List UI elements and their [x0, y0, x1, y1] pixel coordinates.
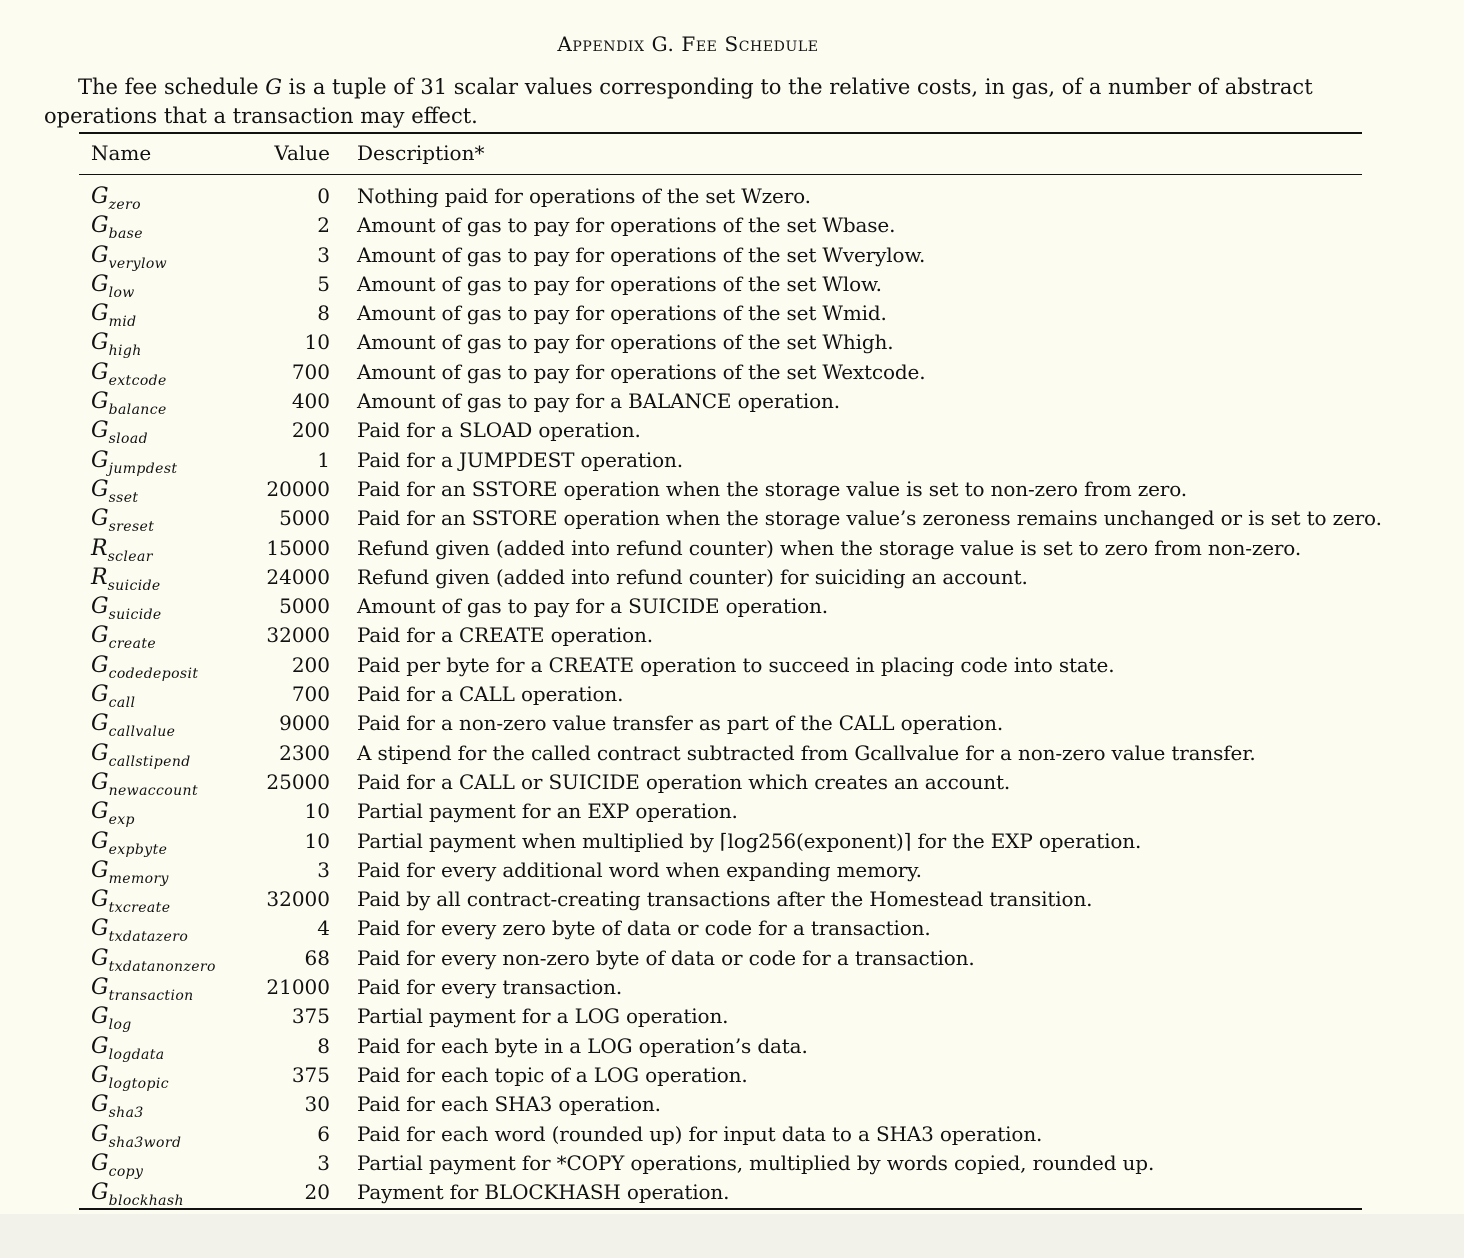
fee-value: 32000	[266, 887, 330, 912]
fee-symbol: G	[91, 476, 109, 502]
fee-description: Refund given (added into refund counter) when the storage value is set to zero from non-zero.	[357, 535, 1302, 560]
fee-symbol: G	[91, 769, 109, 795]
fee-name	[91, 856, 169, 888]
table-row	[79, 739, 1362, 768]
fee-value: 2300	[279, 740, 330, 765]
fee-description: Paid for every non-zero byte of data or code for a transaction.	[357, 945, 975, 970]
fee-subscript: expbyte	[108, 841, 168, 858]
fee-name	[91, 1120, 181, 1152]
fee-subscript: suicide	[108, 607, 162, 624]
fee-subscript: zero	[108, 197, 141, 213]
fee-name	[91, 299, 137, 331]
fee-subscript: high	[108, 343, 142, 360]
fee-description: Partial payment for a LOG operation.	[357, 1004, 729, 1029]
fee-value: 375	[291, 1004, 330, 1029]
fee-symbol: G	[91, 213, 109, 239]
fee-description: Paid for an SSTORE operation when the storage value is set to non-zero from zero.	[357, 476, 1187, 501]
fee-description: Paid for a non-zero value transfer as part of the CALL operation.	[357, 711, 1004, 736]
fee-subscript: jumpdest	[108, 460, 178, 477]
fee-description: Paid for an SSTORE operation when the storage value’s zeroness remains unchanged or is set to zero.	[357, 506, 1382, 531]
fee-description: Amount of gas to pay for operations of the set Wextcode.	[357, 359, 926, 384]
fee-description: Paid for a CALL operation.	[357, 682, 624, 707]
fee-description: Paid per byte for a CREATE operation to succeed in placing code into state.	[357, 652, 1115, 677]
table-row	[79, 914, 1362, 946]
fee-subscript: sload	[108, 431, 148, 448]
fee-description: Amount of gas to pay for operations of the set Wlow.	[357, 271, 882, 296]
fee-description: Paid for every additional word when expanding memory.	[357, 857, 922, 882]
page-footer-band	[0, 1214, 1464, 1258]
fee-subscript: memory	[108, 870, 169, 887]
fee-description: Partial payment for *COPY operations, multiplied by words copied, rounded up.	[357, 1150, 1155, 1175]
fee-name	[91, 211, 143, 243]
fee-schedule-symbol: G	[265, 75, 282, 99]
fee-description: Refund given (added into refund counter) for suiciding an account.	[357, 564, 1028, 589]
fee-symbol: G	[91, 652, 109, 678]
table-row	[79, 592, 1362, 624]
fee-subscript: verylow	[108, 255, 168, 272]
fee-symbol: G	[91, 1121, 109, 1147]
table-row	[79, 211, 1362, 243]
intro-line-2: operations that a transaction may effect.	[44, 104, 478, 128]
fee-subscript: sha3	[108, 1105, 144, 1122]
fee-symbol: G	[91, 1062, 109, 1088]
fee-name	[91, 592, 162, 624]
table-row	[79, 885, 1362, 917]
fee-name	[91, 944, 216, 976]
table-row	[79, 1002, 1362, 1034]
fee-name	[91, 797, 135, 829]
fee-value: 1	[317, 447, 330, 472]
fee-value: 4	[317, 916, 330, 941]
fee-subscript: txdatazero	[108, 929, 189, 946]
table-row	[79, 387, 1362, 419]
fee-description: Partial payment for an EXP operation.	[357, 799, 738, 824]
fee-description: Amount of gas to pay for operations of the set Wmid.	[357, 301, 887, 326]
intro-line-1	[44, 73, 1344, 102]
table-row	[79, 328, 1362, 360]
fee-value: 25000	[266, 769, 330, 794]
table-row	[79, 563, 1362, 592]
fee-value: 8	[317, 1033, 330, 1058]
table-row	[79, 1120, 1362, 1149]
fee-description: Paid for every transaction.	[357, 975, 623, 1000]
table-row	[79, 182, 1362, 211]
fee-name	[91, 1178, 184, 1210]
fee-subscript: base	[108, 226, 143, 243]
fee-symbol: R	[91, 535, 108, 561]
fee-subscript: txcreate	[108, 900, 171, 917]
fee-name	[91, 739, 191, 771]
table-row	[79, 797, 1362, 829]
fee-value: 5000	[279, 506, 330, 531]
fee-value: 2	[317, 213, 330, 238]
fee-subscript: sclear	[107, 548, 153, 565]
fee-description: Paid for each SHA3 operation.	[357, 1092, 661, 1117]
fee-subscript: mid	[108, 314, 137, 331]
table-row	[79, 241, 1362, 270]
fee-symbol: G	[91, 740, 109, 766]
fee-value: 400	[291, 389, 330, 414]
fee-value: 8	[317, 301, 330, 326]
fee-description: Paid for a SLOAD operation.	[357, 418, 641, 443]
fee-subscript: logtopic	[108, 1075, 169, 1092]
fee-name	[91, 504, 154, 536]
fee-description: Nothing paid for operations of the set Wzero.	[357, 184, 811, 208]
fee-description: Paid for each topic of a LOG operation.	[357, 1062, 748, 1087]
fee-symbol: G	[91, 301, 109, 327]
fee-value: 3	[317, 1150, 330, 1175]
fee-symbol: G	[91, 916, 109, 942]
fee-name	[91, 1149, 143, 1181]
table-top-rule	[79, 132, 1362, 134]
fee-description: Paid for each word (rounded up) for input data to a SHA3 operation.	[357, 1121, 1043, 1146]
fee-subscript: transaction	[108, 988, 194, 1005]
fee-symbol: G	[91, 330, 109, 356]
fee-value: 30	[304, 1092, 330, 1117]
column-header-name: Name	[91, 141, 152, 165]
column-header-value: Value	[274, 141, 330, 165]
fee-description: Amount of gas to pay for operations of the set Wbase.	[357, 213, 896, 238]
table-row	[79, 680, 1362, 712]
table-row	[79, 1032, 1362, 1061]
fee-value: 200	[291, 652, 330, 677]
fee-name	[91, 1032, 165, 1064]
fee-symbol: G	[91, 945, 109, 971]
fee-value: 15000	[266, 535, 330, 560]
fee-symbol: G	[91, 447, 109, 473]
fee-value: 21000	[266, 975, 330, 1000]
fee-symbol: G	[91, 271, 109, 297]
column-header-description: Description*	[357, 141, 485, 165]
fee-description: Amount of gas to pay for operations of the set Wverylow.	[357, 242, 926, 267]
intro-text-before: The fee schedule	[78, 75, 266, 99]
fee-description: Amount of gas to pay for a BALANCE operation.	[357, 389, 840, 414]
fee-value: 24000	[266, 564, 330, 589]
fee-subscript: sset	[108, 489, 139, 506]
fee-name	[91, 1061, 169, 1093]
fee-name	[91, 416, 148, 448]
fee-description: Amount of gas to pay for a SUICIDE operation.	[357, 594, 828, 619]
table-row	[79, 446, 1362, 475]
fee-symbol: G	[91, 857, 109, 883]
fee-description: Paid by all contract-creating transactions after the Homestead transition.	[357, 887, 1093, 912]
fee-name	[91, 621, 156, 653]
fee-value: 9000	[279, 711, 330, 736]
table-header-rule	[79, 174, 1362, 175]
fee-value: 10	[304, 330, 330, 355]
fee-symbol: G	[91, 1092, 109, 1118]
table-body	[79, 182, 1382, 1210]
fee-value: 375	[291, 1062, 330, 1087]
fee-symbol: G	[91, 682, 109, 708]
fee-description: Paid for a CREATE operation.	[357, 623, 653, 648]
fee-subscript: sreset	[108, 519, 155, 536]
fee-description: Paid for every zero byte of data or code for a transaction.	[357, 916, 931, 941]
table-row	[79, 768, 1362, 797]
fee-name	[91, 827, 167, 859]
fee-subscript: create	[108, 636, 157, 653]
fee-value: 700	[291, 682, 330, 707]
table-row	[79, 973, 1362, 1005]
table-row	[79, 270, 1362, 299]
fee-subscript: codedeposit	[108, 665, 199, 682]
table-row	[79, 475, 1362, 504]
fee-symbol: G	[91, 184, 109, 209]
fee-value: 5	[317, 271, 330, 296]
fee-subscript: txdatanonzero	[108, 958, 216, 975]
fee-name	[91, 270, 135, 302]
fee-subscript: callvalue	[108, 724, 176, 741]
fee-symbol: G	[91, 594, 109, 620]
fee-symbol: G	[91, 1033, 109, 1059]
fee-subscript: extcode	[108, 372, 167, 389]
fee-value: 5000	[279, 594, 330, 619]
fee-subscript: logdata	[108, 1046, 165, 1063]
fee-value: 10	[304, 799, 330, 824]
fee-name	[91, 914, 188, 946]
fee-symbol: G	[91, 799, 109, 825]
fee-name	[91, 328, 142, 360]
fee-subscript: call	[108, 695, 136, 712]
fee-name	[91, 446, 177, 478]
fee-symbol: G	[91, 828, 109, 854]
fee-value: 0	[317, 184, 330, 208]
fee-symbol: G	[91, 1180, 109, 1206]
fee-symbol: G	[91, 1150, 109, 1176]
fee-symbol: G	[91, 975, 109, 1001]
fee-symbol: G	[91, 389, 109, 415]
table-row	[79, 504, 1382, 536]
fee-name	[91, 475, 138, 507]
table-row	[79, 1149, 1362, 1178]
table-row	[79, 299, 1362, 331]
fee-value: 32000	[266, 623, 330, 648]
fee-symbol: G	[91, 242, 109, 268]
table-row	[79, 416, 1362, 448]
fee-symbol: G	[91, 418, 109, 444]
intro-paragraph	[44, 73, 1344, 131]
fee-subscript: balance	[108, 402, 167, 419]
fee-symbol: G	[91, 506, 109, 532]
fee-subscript: copy	[108, 1163, 144, 1180]
fee-symbol: G	[91, 359, 109, 385]
fee-description: Payment for BLOCKHASH operation.	[357, 1180, 730, 1205]
fee-value: 68	[304, 945, 330, 970]
table-row	[79, 827, 1362, 856]
fee-name	[91, 182, 141, 214]
fee-description: Paid for each byte in a LOG operation’s data.	[357, 1033, 808, 1058]
table-row	[79, 358, 1362, 387]
fee-symbol: G	[91, 1004, 109, 1030]
table-row	[79, 621, 1362, 653]
fee-value: 20000	[266, 476, 330, 501]
fee-symbol: G	[91, 711, 109, 737]
fee-name	[91, 651, 198, 683]
table-row	[79, 1178, 1362, 1210]
fee-symbol: G	[91, 887, 109, 913]
fee-name	[91, 241, 167, 273]
fee-symbol: R	[91, 564, 108, 590]
fee-value: 20	[304, 1180, 330, 1205]
fee-name	[91, 563, 161, 595]
table-row	[79, 651, 1362, 680]
fee-name	[91, 885, 170, 917]
fee-description: A stipend for the called contract subtracted from Gcallvalue for a non-zero value transfer.	[357, 740, 1256, 765]
fee-name	[91, 387, 167, 419]
table-row	[79, 944, 1362, 973]
fee-name	[91, 680, 135, 712]
table-bottom-rule	[79, 1208, 1362, 1210]
fee-name	[91, 1002, 132, 1034]
fee-value: 200	[291, 418, 330, 443]
fee-subscript: log	[108, 1017, 132, 1034]
fee-subscript: callstipend	[108, 753, 191, 770]
fee-name	[91, 1090, 144, 1122]
fee-description: Paid for a JUMPDEST operation.	[357, 447, 683, 472]
fee-symbol: G	[91, 623, 109, 649]
fee-name	[91, 768, 198, 800]
fee-description: Amount of gas to pay for operations of the set Whigh.	[357, 330, 894, 355]
fee-name	[91, 534, 153, 566]
table-row	[79, 1090, 1362, 1122]
fee-subscript: blockhash	[108, 1193, 184, 1210]
fee-name	[91, 358, 167, 390]
table-row	[79, 709, 1362, 741]
fee-value: 10	[304, 828, 330, 853]
fee-name	[91, 709, 175, 741]
fee-subscript: sha3word	[108, 1134, 182, 1151]
fee-value: 3	[317, 242, 330, 267]
fee-description: Paid for a CALL or SUICIDE operation which creates an account.	[357, 769, 1011, 794]
fee-name	[91, 973, 194, 1005]
fee-value: 6	[317, 1121, 330, 1146]
table-row	[79, 534, 1362, 563]
table-row	[79, 856, 1362, 885]
fee-value: 700	[291, 359, 330, 384]
fee-value: 3	[317, 857, 330, 882]
fee-subscript: newaccount	[108, 782, 198, 799]
fee-subscript: low	[108, 284, 135, 301]
page-title: Appendix G. Fee Schedule	[557, 32, 819, 56]
intro-text-after: is a tuple of 31 scalar values corresponding to the relative costs, in gas, of a number of abstract	[282, 75, 1313, 99]
fee-description: Partial payment when multiplied by ⌈log256(exponent)⌉ for the EXP operation.	[357, 828, 1142, 853]
table-row	[79, 1061, 1362, 1090]
fee-subscript: exp	[108, 812, 135, 829]
fee-subscript: suicide	[107, 577, 161, 594]
